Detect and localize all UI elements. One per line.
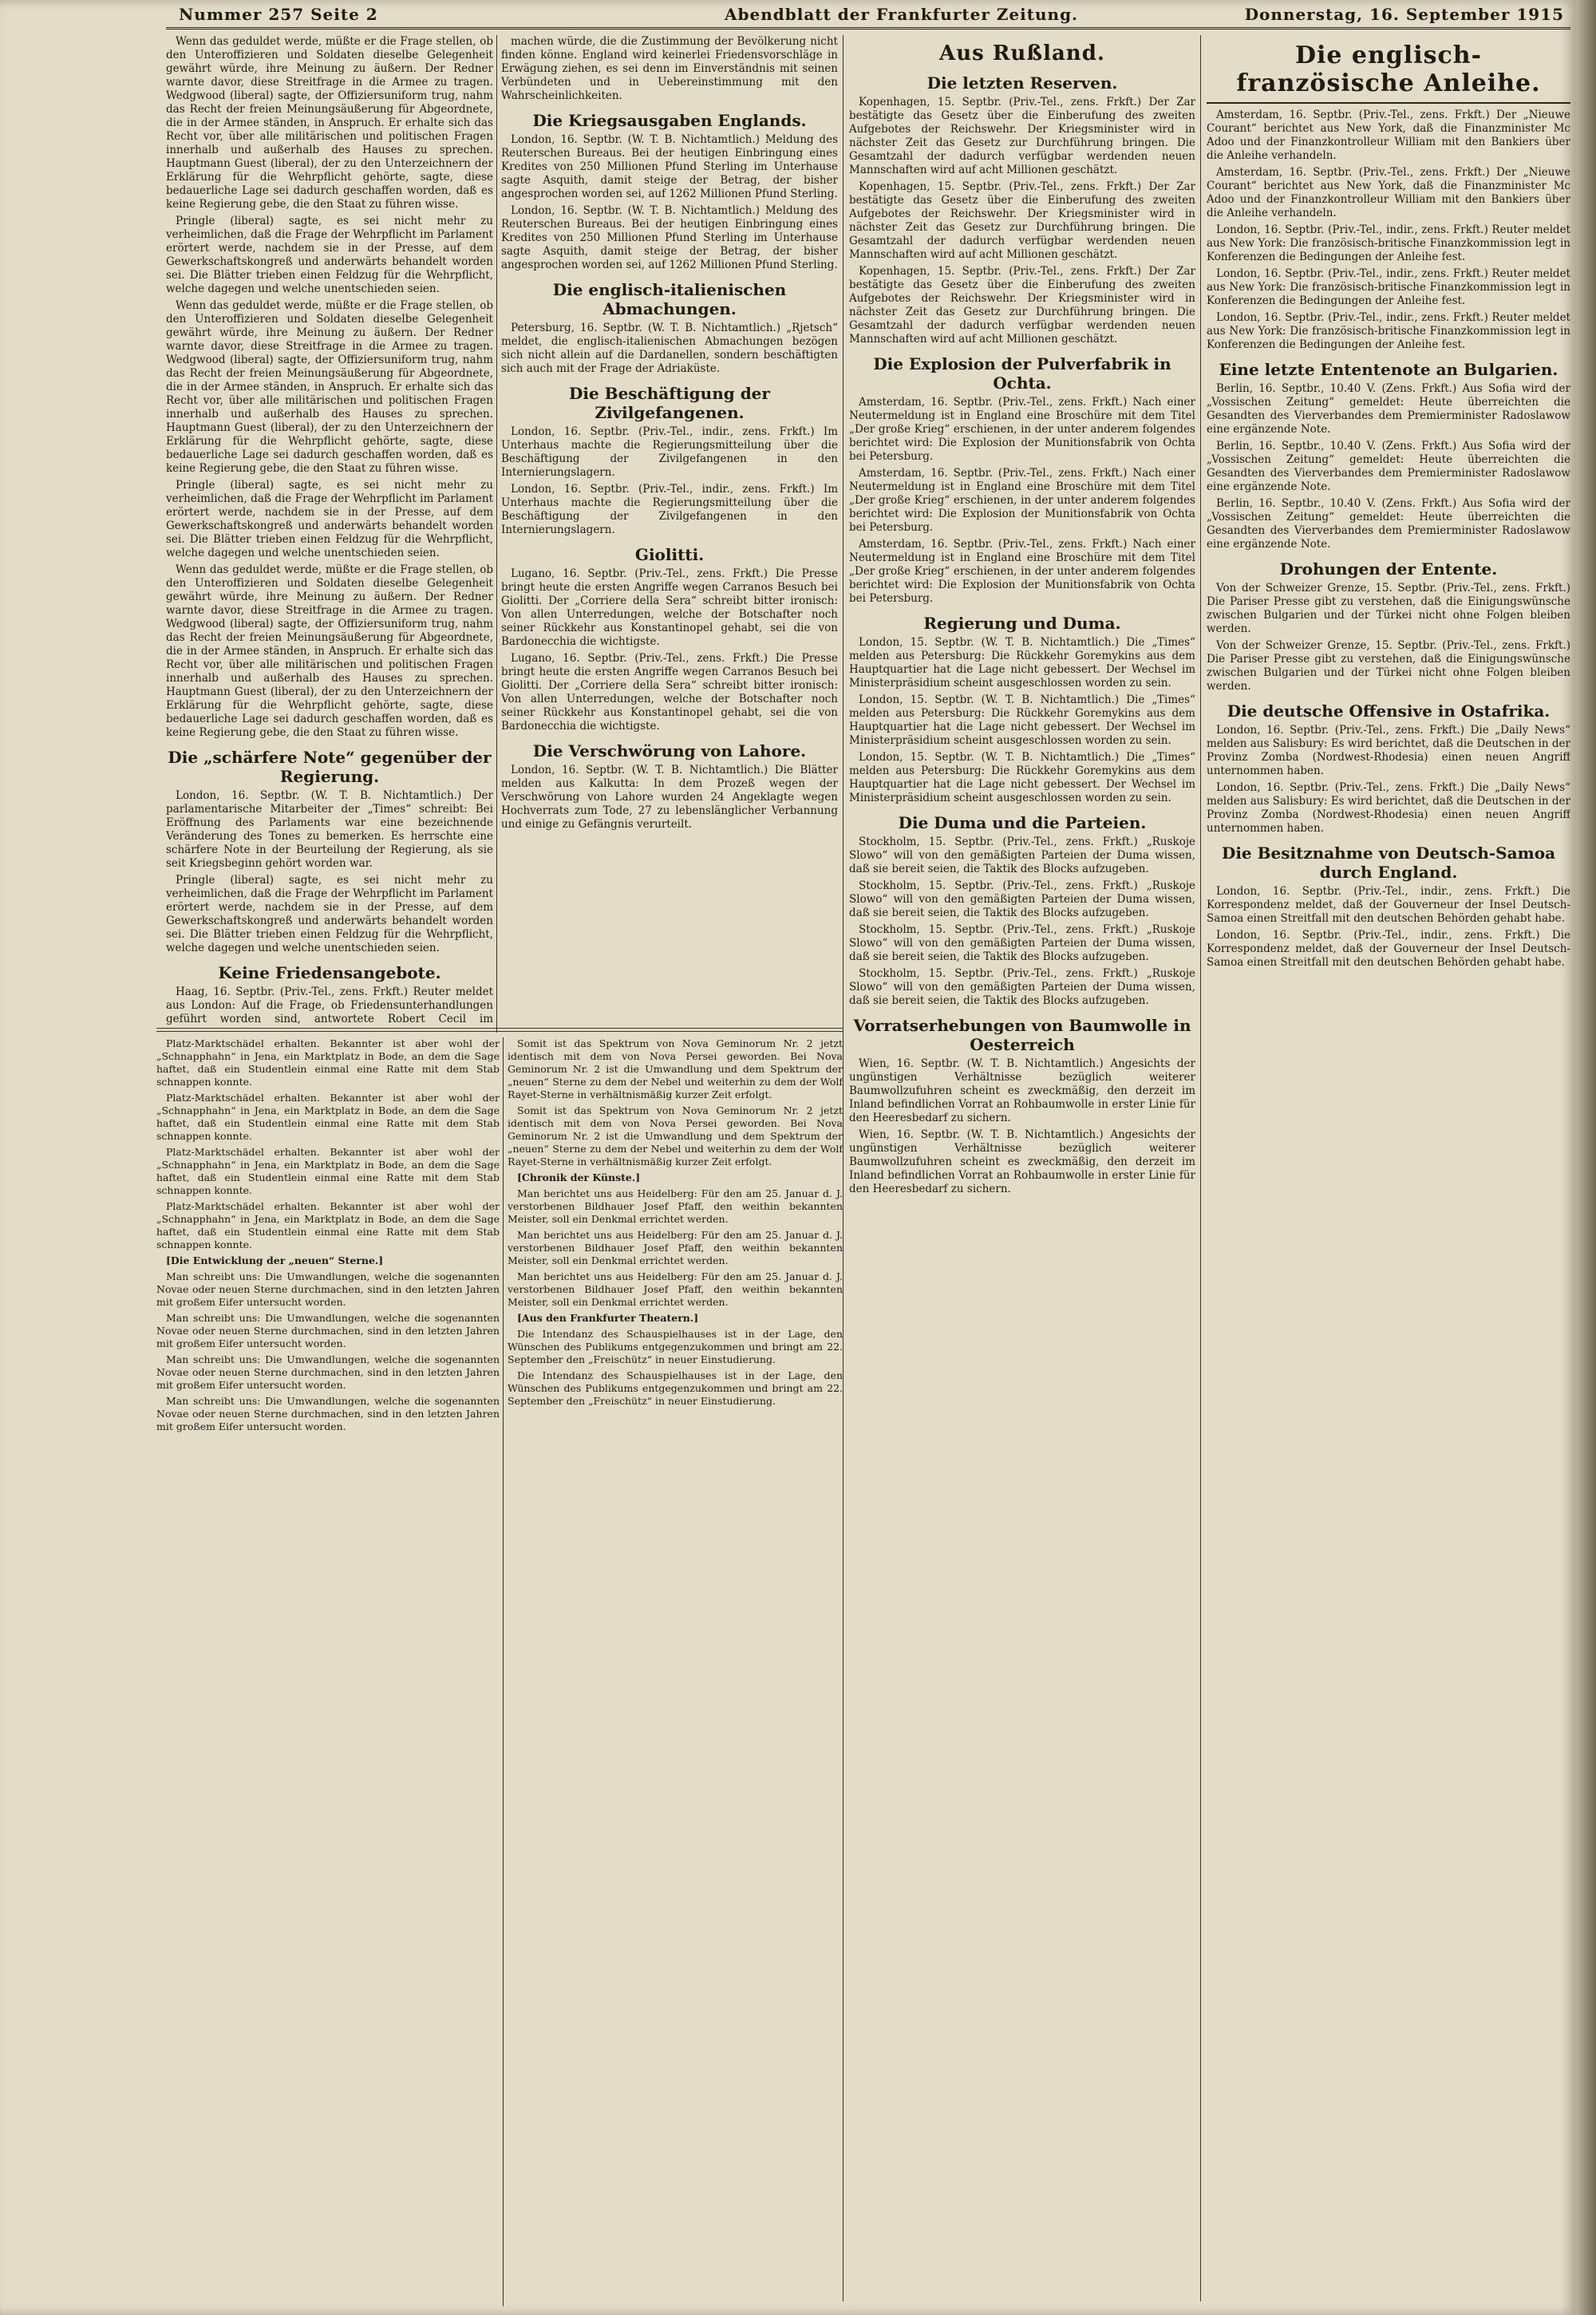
article-text: London, 16. Septbr. (W. T. B. Nichtamtlich.) Der parlamentarische Mitarbeiter der „Times“ schreibt: Bei Eröffnung des Parlaments war eine bezeichnende Veränderung des Tones zu bemerken. Es herrschte eine schärfere Note in der Beurteilung der Regierung, als sie seit Kriegsbeginn gehört worden war. (166, 789, 493, 870)
issue-number: Nummer 257 Seite 2 (179, 5, 378, 24)
article-headline: Regierung und Duma. (923, 614, 1121, 633)
article-headline: Giolitti. (634, 545, 705, 564)
article-text: London, 15. Septbr. (W. T. B. Nichtamtlich.) Die „Times“ melden aus Petersburg: Die Rückkehr Goremykins aus dem Hauptquartier hat die Lage nicht gebessert. Der Wechsel im Ministerpräsidium scheint ausgeschlossen worden zu sein. (849, 693, 1195, 747)
article-text: London, 16. Septbr. (Priv.-Tel., zens. Frkft.) Die „Daily News“ melden aus Salisbury: Es wird berichtet, daß die Deutschen in der Provinz Zomba (Nordwest-Rhodesia) einen neuen Angriff unternommen haben. (1207, 781, 1570, 835)
feuilleton-text: Platz-Marktschädel erhalten. Bekannter ist aber wohl der „Schnapphahn“ in Jena, ein Marktplatz in Bode, an dem die Sage haftet, daß ein Studentlein einmal eine Ratte mit dem Stab schnappen konnte. (156, 1146, 500, 1196)
article-text: London, 16. Septbr. (Priv.-Tel., indir., zens. Frkft.) Reuter meldet aus New York: Die französisch-britische Finanzkommission legt in Konferenzen die Bedingungen der Anleihe fest. (1207, 311, 1570, 351)
article-text: Berlin, 16. Septbr., 10.40 V. (Zens. Frkft.) Aus Sofia wird der „Vossischen Zeitung“ gemeldet: Heute überreichten die Gesandten des Vierverbandes dem Premierminister Radoslawow eine ergänzende Note. (1207, 382, 1570, 436)
article-text: London, 16. Septbr. (Priv.-Tel., indir., zens. Frkft.) Reuter meldet aus New York: Die französisch-britische Finanzkommission legt in Konferenzen die Bedingungen der Anleihe fest. (1207, 267, 1570, 307)
column-rule (503, 1037, 504, 2306)
feuilleton-text: Man schreibt uns: Die Umwandlungen, welche die sogenannten Novae oder neuen Sterne durchmachen, sind in den letzten Jahren mit großem Eifer untersucht worden. (156, 1353, 500, 1391)
feuilleton-text: Die Intendanz des Schauspielhauses ist in der Lage, den Wünschen des Publikums entgegenzukommen und bringt am 22. September den „Freischütz“ in neuer Einstudierung. (508, 1369, 843, 1407)
article-text: Pringle (liberal) sagte, es sei nicht mehr zu verheimlichen, daß die Frage der Wehrpflicht im Parlament erörtert werde, nachdem sie in der Presse, auf dem Gewerkschaftskongreß und anderwärts behandelt worden sei. Die Blätter trieben einen Feldzug für die Wehrpflicht, welche dagegen und welche unentschieden seien. (166, 479, 493, 559)
feuilleton-section-title: [Aus den Frankfurter Theatern.] (517, 1312, 699, 1324)
feuilleton-section-title: [Die Entwicklung der „neuen“ Sterne.] (166, 1254, 384, 1266)
column-3 (849, 35, 1195, 2301)
article-text: Wien, 16. Septbr. (W. T. B. Nichtamtlich.) Angesichts der ungünstigen Verhältnisse bezüglich weiterer Baumwollzufuhren scheint es zweckmäßig, den derzeit im Inland befindlichen Vorrat an Rohbaumwolle in erster Linie für den Heeresbedarf zu sichern. (849, 1057, 1195, 1124)
article-headline: Die Duma und die Parteien. (898, 813, 1147, 832)
feuilleton-text: Man berichtet uns aus Heidelberg: Für den am 25. Januar d. J. verstorbenen Bildhauer Josef Pfaff, den weithin bekannten Meister, soll ein Denkmal errichtet werden. (508, 1229, 843, 1266)
article-text: Wenn das geduldet werde, müßte er die Frage stellen, ob den Unteroffizieren und Soldaten dieselbe Gelegenheit gewährt würde, ihre Meinung zu äußern. Der Redner warnte davor, diese Streitfrage in die Armee zu tragen. Wedgwood (liberal) sagte, der Offiziersuniform trug, nahm das Recht der freien Meinungsäußerung für Abgeordnete, die in der Armee ständen, in Anspruch. Er erhalte sich das Recht vor, über alle militärischen und politischen Fragen innerhalb und außerhalb des Hauses zu sprechen. Hauptmann Guest (liberal), der zu den Unterzeichnern der Erklärung für die Wehrpflicht gehörte, sagte, diese bedauerliche Lage sei dadurch geschaffen worden, daß es keine Regierung gebe, die den Staat zu führen wisse. (166, 299, 493, 475)
article-text: London, 16. Septbr. (Priv.-Tel., indir., zens. Frkft.) Im Unterhaus machte die Regierungsmitteilung über die Beschäftigung der Zivilgefangenen in den Internierungslagern. (501, 425, 838, 479)
article-text: Von der Schweizer Grenze, 15. Septbr. (Priv.-Tel., zens. Frkft.) Die Pariser Presse gibt zu verstehen, daß die Einigungswünsche zwischen Bulgarien und der Türkei nicht ohne Folgen bleiben werden. (1207, 639, 1570, 693)
article-text: Amsterdam, 16. Septbr. (Priv.-Tel., zens. Frkft.) Der „Nieuwe Courant“ berichtet aus New York, daß die Finanzminister Mc Adoo und der Finanzkontrolleur William mit den Bankiers über die Anleihe verhandeln. (1207, 166, 1570, 219)
newspaper-title: Abendblatt der Frankfurter Zeitung. (725, 5, 1079, 24)
article-text: Pringle (liberal) sagte, es sei nicht mehr zu verheimlichen, daß die Frage der Wehrpflicht im Parlament erörtert werde, nachdem sie in der Presse, auf dem Gewerkschaftskongreß und anderwärts behandelt worden sei. Die Blätter trieben einen Feldzug für die Wehrpflicht, welche dagegen und welche unentschieden seien. (166, 215, 493, 295)
article-text: machen würde, die die Zustimmung der Bevölkerung nicht finden könne. England wird keinerlei Friedensvorschläge in Erwägung ziehen, es sei denn im Einverständnis mit seinen Verbündeten und in Uebereinstimmung mit den Wahrscheinlichkeiten. (501, 35, 838, 102)
article-headline: Die Beschäftigung der Zivilgefangenen. (569, 384, 770, 422)
article-text: Kopenhagen, 15. Septbr. (Priv.-Tel., zens. Frkft.) Der Zar bestätigte das Gesetz über die Einberufung des zweiten Aufgebotes der Reichswehr. Der Kriegsminister wird in nächster Zeit das Gesetz zur Durchführung bringen. Die Gesamtzahl der dadurch verfügbar werdenden neuen Mannschaften wird auf acht Millionen geschätzt. (849, 180, 1195, 261)
article-text: London, 15. Septbr. (W. T. B. Nichtamtlich.) Die „Times“ melden aus Petersburg: Die Rückkehr Goremykins aus dem Hauptquartier hat die Lage nicht gebessert. Der Wechsel im Ministerpräsidium scheint ausgeschlossen worden zu sein. (849, 751, 1195, 804)
article-text: Pringle (liberal) sagte, es sei nicht mehr zu verheimlichen, daß die Frage der Wehrpflicht im Parlament erörtert werde, nachdem sie in der Presse, auf dem Gewerkschaftskongreß und anderwärts behandelt worden sei. Die Blätter trieben einen Feldzug für die Wehrpflicht, welche dagegen und welche unentschieden seien. (166, 874, 493, 954)
article-headline: Die Kriegsausgaben Englands. (532, 111, 807, 130)
article-text: Von der Schweizer Grenze, 15. Septbr. (Priv.-Tel., zens. Frkft.) Die Pariser Presse gibt zu verstehen, daß die Einigungswünsche zwischen Bulgarien und der Türkei nicht ohne Folgen bleiben werden. (1207, 582, 1570, 635)
feuilleton-text: Man berichtet uns aus Heidelberg: Für den am 25. Januar d. J. verstorbenen Bildhauer Josef Pfaff, den weithin bekannten Meister, soll ein Denkmal errichtet werden. (508, 1187, 843, 1225)
article-text: London, 16. Septbr. (Priv.-Tel., indir., zens. Frkft.) Im Unterhaus machte die Regierungsmitteilung über die Beschäftigung der Zivilgefangenen in den Internierungslagern. (501, 483, 838, 536)
column-rule (496, 35, 497, 1033)
article-headline: Keine Friedensangebote. (218, 963, 441, 982)
article-text: London, 15. Septbr. (W. T. B. Nichtamtlich.) Die „Times“ melden aus Petersburg: Die Rückkehr Goremykins aus dem Hauptquartier hat die Lage nicht gebessert. Der Wechsel im Ministerpräsidium scheint ausgeschlossen worden zu sein. (849, 636, 1195, 689)
article-headline: Eine letzte Ententenote an Bulgarien. (1219, 360, 1558, 379)
section-headline: Aus Rußland. (939, 41, 1105, 65)
feuilleton-column-1 (156, 1037, 500, 2306)
feuilleton-text: Platz-Marktschädel erhalten. Bekannter ist aber wohl der „Schnapphahn“ in Jena, ein Marktplatz in Bode, an dem die Sage haftet, daß ein Studentlein einmal eine Ratte mit dem Stab schnappen konnte. (156, 1037, 500, 1088)
article-text: Lugano, 16. Septbr. (Priv.-Tel., zens. Frkft.) Die Presse bringt heute die ersten Angriffe wegen Carranos Besuch bei Giolitti. Der „Corriere della Sera“ schreibt bitter ironisch: Von allen Unterredungen, welche der Botschafter noch seiner Rückkehr aus Konstantinopel gehabt, sei die von Bardonecchia die wichtigste. (501, 652, 838, 733)
article-text: London, 16. Septbr. (Priv.-Tel., indir., zens. Frkft.) Die Korrespondenz meldet, daß der Gouverneur der Insel Deutsch-Samoa einen Streitfall mit den deutschen Behörden gehabt habe. (1207, 885, 1570, 925)
article-text: Stockholm, 15. Septbr. (Priv.-Tel., zens. Frkft.) „Ruskoje Slowo“ will von den gemäßigten Parteien der Duma wissen, daß sie bereit seien, die Taktik des Blocks aufzugeben. (849, 923, 1195, 963)
article-text: London, 16. Septbr. (Priv.-Tel., zens. Frkft.) Die „Daily News“ melden aus Salisbury: Es wird berichtet, daß die Deutschen in der Provinz Zomba (Nordwest-Rhodesia) einen neuen Angriff unternommen haben. (1207, 724, 1570, 777)
article-headline: Die englisch-italienischen Abmachungen. (552, 280, 787, 318)
section-headline: Die englisch-französische Anleihe. (1207, 41, 1570, 104)
book-binding-edge (1576, 0, 1596, 2315)
article-text: Berlin, 16. Septbr., 10.40 V. (Zens. Frkft.) Aus Sofia wird der „Vossischen Zeitung“ gemeldet: Heute überreichten die Gesandten des Vierverbandes dem Premierminister Radoslawow eine ergänzende Note. (1207, 497, 1570, 551)
article-text: Amsterdam, 16. Septbr. (Priv.-Tel., zens. Frkft.) Nach einer Neutermeldung ist in England eine Broschüre mit dem Titel „Der große Krieg“ erschienen, in der unter anderem folgendes berichtet wird: Die Explosion der Munitionsfabrik von Ochta bei Petersburg. (849, 538, 1195, 605)
article-text: Stockholm, 15. Septbr. (Priv.-Tel., zens. Frkft.) „Ruskoje Slowo“ will von den gemäßigten Parteien der Duma wissen, daß sie bereit seien, die Taktik des Blocks aufzugeben. (849, 879, 1195, 919)
article-text: Stockholm, 15. Septbr. (Priv.-Tel., zens. Frkft.) „Ruskoje Slowo“ will von den gemäßigten Parteien der Duma wissen, daß sie bereit seien, die Taktik des Blocks aufzugeben. (849, 967, 1195, 1007)
article-text: Lugano, 16. Septbr. (Priv.-Tel., zens. Frkft.) Die Presse bringt heute die ersten Angriffe wegen Carranos Besuch bei Giolitti. Der „Corriere della Sera“ schreibt bitter ironisch: Von allen Unterredungen, welche der Botschafter noch seiner Rückkehr aus Konstantinopel gehabt, sei die von Bardonecchia die wichtigste. (501, 567, 838, 648)
feuilleton-text: Man berichtet uns aus Heidelberg: Für den am 25. Januar d. J. verstorbenen Bildhauer Josef Pfaff, den weithin bekannten Meister, soll ein Denkmal errichtet werden. (508, 1270, 843, 1308)
feuilleton-text: Somit ist das Spektrum von Nova Geminorum Nr. 2 jetzt identisch mit dem von Nova Persei geworden. Bei Nova Geminorum Nr. 2 ist die Umwandlung und dem Spektrum der „neuen“ Sterne zu dem der Nebel und weiterhin zu dem der Wolf Rayet-Sterne in verhältnismäßig kurzer Zeit erfolgt. (508, 1104, 843, 1167)
article-headline: Die Explosion der Pulverfabrik in Ochta. (873, 354, 1171, 393)
article-headline: Drohungen der Entente. (1279, 559, 1498, 579)
feuilleton-text: Man schreibt uns: Die Umwandlungen, welche die sogenannten Novae oder neuen Sterne durchmachen, sind in den letzten Jahren mit großem Eifer untersucht worden. (156, 1312, 500, 1349)
article-headline: Die Besitznahme von Deutsch-Samoa durch England. (1221, 843, 1556, 882)
article-headline: Vorratserhebungen von Baumwolle in Oesterreich (853, 1016, 1191, 1054)
article-headline: Die Verschwörung von Lahore. (532, 741, 807, 760)
article-text: London, 16. Septbr. (Priv.-Tel., indir., zens. Frkft.) Die Korrespondenz meldet, daß der Gouverneur der Insel Deutsch-Samoa einen Streitfall mit den deutschen Behörden gehabt habe. (1207, 929, 1570, 969)
article-text: London, 16. Septbr. (W. T. B. Nichtamtlich.) Die Blätter melden aus Kalkutta: In dem Prozeß wegen der Verschwörung von Lahore wurden 24 Angeklagte wegen Hochverrats zum Tode, 27 zu lebenslänglicher Verbannung und einige zu Gefängnis verurteilt. (501, 764, 838, 831)
article-text: Stockholm, 15. Septbr. (Priv.-Tel., zens. Frkft.) „Ruskoje Slowo“ will von den gemäßigten Parteien der Duma wissen, daß sie bereit seien, die Taktik des Blocks aufzugeben. (849, 836, 1195, 875)
article-headline: Die letzten Reserven. (926, 73, 1118, 93)
feuilleton-text: Die Intendanz des Schauspielhauses ist in der Lage, den Wünschen des Publikums entgegenzukommen und bringt am 22. September den „Freischütz“ in neuer Einstudierung. (508, 1328, 843, 1365)
article-text: Wien, 16. Septbr. (W. T. B. Nichtamtlich.) Angesichts der ungünstigen Verhältnisse bezüglich weiterer Baumwollzufuhren scheint es zweckmäßig, den derzeit im Inland befindlichen Vorrat an Rohbaumwolle in erster Linie für den Heeresbedarf zu sichern. (849, 1128, 1195, 1195)
article-text: Berlin, 16. Septbr., 10.40 V. (Zens. Frkft.) Aus Sofia wird der „Vossischen Zeitung“ gemeldet: Heute überreichten die Gesandten des Vierverbandes dem Premierminister Radoslawow eine ergänzende Note. (1207, 440, 1570, 493)
issue-date: Donnerstag, 16. September 1915 (1244, 5, 1564, 24)
article-text: Amsterdam, 16. Septbr. (Priv.-Tel., zens. Frkft.) Nach einer Neutermeldung ist in England eine Broschüre mit dem Titel „Der große Krieg“ erschienen, in der unter anderem folgendes berichtet wird: Die Explosion der Munitionsfabrik von Ochta bei Petersburg. (849, 467, 1195, 534)
column-2 (501, 35, 838, 1025)
article-text: London, 16. Septbr. (W. T. B. Nichtamtlich.) Meldung des Reuterschen Bureaus. Bei der heutigen Einbringung eines Kredites von 250 Millionen Pfund Sterling im Unterhause sagte Asquith, damit steige der Betrag, der bisher angesprochen worden sei, auf 1262 Millionen Pfund Sterling. (501, 133, 838, 200)
article-text: Kopenhagen, 15. Septbr. (Priv.-Tel., zens. Frkft.) Der Zar bestätigte das Gesetz über die Einberufung des zweiten Aufgebotes der Reichswehr. Der Kriegsminister wird in nächster Zeit das Gesetz zur Durchführung bringen. Die Gesamtzahl der dadurch verfügbar werdenden neuen Mannschaften wird auf acht Millionen geschätzt. (849, 265, 1195, 346)
feuilleton-text: Man schreibt uns: Die Umwandlungen, welche die sogenannten Novae oder neuen Sterne durchmachen, sind in den letzten Jahren mit großem Eifer untersucht worden. (156, 1270, 500, 1308)
article-text: Petersburg, 16. Septbr. (W. T. B. Nichtamtlich.) „Rjetsch“ meldet, die englisch-italienischen Abmachungen bezögen sich nicht allein auf die Dardanellen, sondern beschäftigten sich auch mit der Frage der Adriaküste. (501, 322, 838, 375)
article-text: London, 16. Septbr. (Priv.-Tel., indir., zens. Frkft.) Reuter meldet aus New York: Die französisch-britische Finanzkommission legt in Konferenzen die Bedingungen der Anleihe fest. (1207, 223, 1570, 263)
column-4 (1207, 35, 1570, 2301)
column-1 (166, 35, 493, 1025)
feuilleton-text: Man schreibt uns: Die Umwandlungen, welche die sogenannten Novae oder neuen Sterne durchmachen, sind in den letzten Jahren mit großem Eifer untersucht worden. (156, 1395, 500, 1432)
article-text: Amsterdam, 16. Septbr. (Priv.-Tel., zens. Frkft.) Der „Nieuwe Courant“ berichtet aus New York, daß die Finanzminister Mc Adoo und der Finanzkontrolleur William mit den Bankiers über die Anleihe verhandeln. (1207, 109, 1570, 162)
article-text: Wenn das geduldet werde, müßte er die Frage stellen, ob den Unteroffizieren und Soldaten dieselbe Gelegenheit gewährt würde, ihre Meinung zu äußern. Der Redner warnte davor, diese Streitfrage in die Armee zu tragen. Wedgwood (liberal) sagte, der Offiziersuniform trug, nahm das Recht der freien Meinungsäußerung für Abgeordnete, die in der Armee ständen, in Anspruch. Er erhalte sich das Recht vor, über alle militärischen und politischen Fragen innerhalb und außerhalb des Hauses zu sprechen. Hauptmann Guest (liberal), der zu den Unterzeichnern der Erklärung für die Wehrpflicht gehörte, sagte, diese bedauerliche Lage sei dadurch geschaffen worden, daß es keine Regierung gebe, die den Staat zu führen wisse. (166, 563, 493, 739)
article-text: Amsterdam, 16. Septbr. (Priv.-Tel., zens. Frkft.) Nach einer Neutermeldung ist in England eine Broschüre mit dem Titel „Der große Krieg“ erschienen, in der unter anderem folgendes berichtet wird: Die Explosion der Munitionsfabrik von Ochta bei Petersburg. (849, 396, 1195, 463)
article-text: Haag, 16. Septbr. (Priv.-Tel., zens. Frkft.) Reuter meldet aus London: Auf die Frage, ob Friedensunterhandlungen geführt worden sind, antwortete Robert Cecil im (166, 986, 493, 1025)
column-rule (1200, 35, 1201, 2301)
feuilleton-column-2 (508, 1037, 843, 2306)
page-header (166, 0, 1570, 30)
article-text: Kopenhagen, 15. Septbr. (Priv.-Tel., zens. Frkft.) Der Zar bestätigte das Gesetz über die Einberufung des zweiten Aufgebotes der Reichswehr. Der Kriegsminister wird in nächster Zeit das Gesetz zur Durchführung bringen. Die Gesamtzahl der dadurch verfügbar werdenden neuen Mannschaften wird auf acht Millionen geschätzt. (849, 96, 1195, 176)
feuilleton-text: Platz-Marktschädel erhalten. Bekannter ist aber wohl der „Schnapphahn“ in Jena, ein Marktplatz in Bode, an dem die Sage haftet, daß ein Studentlein einmal eine Ratte mit dem Stab schnappen konnte. (156, 1092, 500, 1142)
feuilleton-divider (156, 1028, 843, 1032)
feuilleton-text: Platz-Marktschädel erhalten. Bekannter ist aber wohl der „Schnapphahn“ in Jena, ein Marktplatz in Bode, an dem die Sage haftet, daß ein Studentlein einmal eine Ratte mit dem Stab schnappen konnte. (156, 1200, 500, 1250)
feuilleton-section-title: [Chronik der Künste.] (517, 1171, 641, 1183)
article-headline: Die deutsche Offensive in Ostafrika. (1227, 701, 1551, 721)
article-text: Wenn das geduldet werde, müßte er die Frage stellen, ob den Unteroffizieren und Soldaten dieselbe Gelegenheit gewährt würde, ihre Meinung zu äußern. Der Redner warnte davor, diese Streitfrage in die Armee zu tragen. Wedgwood (liberal) sagte, der Offiziersuniform trug, nahm das Recht der freien Meinungsäußerung für Abgeordnete, die in der Armee ständen, in Anspruch. Er erhalte sich das Recht vor, über alle militärischen und politischen Fragen innerhalb und außerhalb des Hauses zu sprechen. Hauptmann Guest (liberal), der zu den Unterzeichnern der Erklärung für die Wehrpflicht gehörte, sagte, diese bedauerliche Lage sei dadurch geschaffen worden, daß es keine Regierung gebe, die den Staat zu führen wisse. (166, 35, 493, 211)
article-headline: Die „schärfere Note“ gegenüber der Regierung. (168, 748, 492, 786)
feuilleton-text: Somit ist das Spektrum von Nova Geminorum Nr. 2 jetzt identisch mit dem von Nova Persei geworden. Bei Nova Geminorum Nr. 2 ist die Umwandlung und dem Spektrum der „neuen“ Sterne zu dem der Nebel und weiterhin zu dem der Wolf Rayet-Sterne in verhältnismäßig kurzer Zeit erfolgt. (508, 1037, 843, 1100)
article-text: London, 16. Septbr. (W. T. B. Nichtamtlich.) Meldung des Reuterschen Bureaus. Bei der heutigen Einbringung eines Kredites von 250 Millionen Pfund Sterling im Unterhause sagte Asquith, damit steige der Betrag, der bisher angesprochen worden sei, auf 1262 Millionen Pfund Sterling. (501, 204, 838, 271)
